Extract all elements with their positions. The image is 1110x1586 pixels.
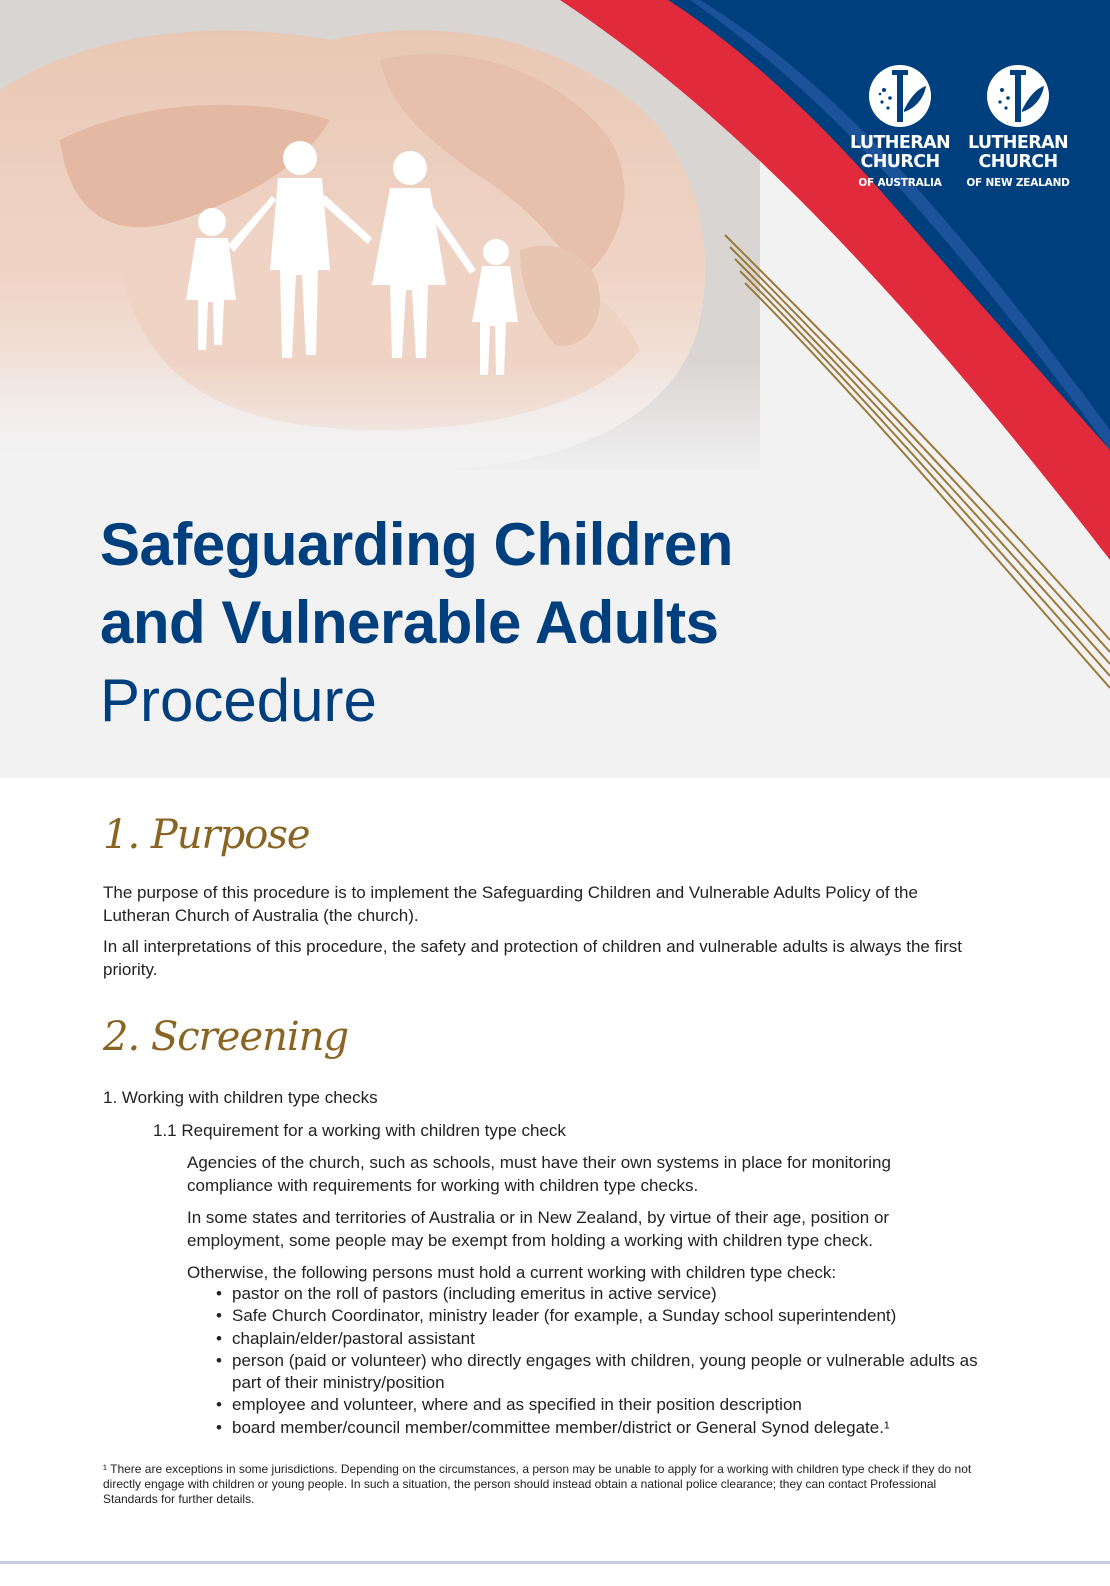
title-line-3: Procedure [100,667,377,734]
list-item: • person (paid or volunteer) who directly engages with children, young people or vulnerable adults as part of their ministry/position [216,1350,996,1395]
screening-heading: 2. Screening [103,1014,349,1060]
list-item: • pastor on the roll of pastors (including emeritus in active service) [216,1283,996,1305]
document-title [100,506,733,740]
logo-lcnz-name [968,134,1068,172]
purpose-paragraph-2: In all interpretations of this procedure, the safety and protection of children and vulnerable adults is always the first priority. [103,937,962,979]
subsection-1-1-heading: 1.1 Requirement for a working with children type check [153,1121,566,1140]
bottom-divider [0,1561,1110,1564]
hero-banner [0,0,1110,778]
screening-paragraph-1: Agencies of the church, such as schools, must have their own systems in place for monitoring compliance with requirements for working with children type checks. [187,1153,891,1195]
cross-emblem-icon [986,64,1050,128]
list-item: • employee and volunteer, where and as specified in their position description [216,1394,996,1416]
logo-line-2: CHURCH [860,152,940,172]
logo-line-2: CHURCH [978,152,1058,172]
purpose-paragraph-1: The purpose of this procedure is to implement the Safeguarding Children and Vulnerable Adults Policy of the Lutheran Church of Australia (the church). [103,883,918,925]
purpose-heading: 1. Purpose [103,812,310,858]
list-item: • Safe Church Coordinator, ministry leader (for example, a Sunday school superintendent) [216,1305,996,1327]
title-line-2: and Vulnerable Adults [100,589,719,656]
title-line-1: Safeguarding Children [100,511,733,578]
footnote: ¹ There are exceptions in some jurisdictions. Depending on the circumstances, a person may be unable to apply for a working with children type check if they do not directly engage with children or young people. In such a situation, the person should instead obtain a national police clearance; they can contact Professional Standards for further details. [103,1462,972,1506]
list-item: • chaplain/elder/pastoral assistant [216,1328,996,1350]
logo-lca-sub: OF AUSTRALIA [858,177,942,189]
logo-lca-name [850,134,950,172]
logo-line-1: LUTHERAN [849,133,951,153]
list-item: • board member/council member/committee member/district or General Synod delegate.¹ [216,1417,996,1439]
screening-paragraph-3: Otherwise, the following persons must hold a current working with children type check: [187,1263,837,1282]
required-persons-list [216,1283,996,1439]
logo-lcnz [966,64,1070,189]
logo-line-1: LUTHERAN [967,133,1069,153]
logo-lca [849,64,951,189]
logo-lcnz-sub: OF NEW ZEALAND [966,177,1070,189]
logo-group [849,64,1070,189]
subsection-1-heading: 1. Working with children type checks [103,1088,378,1107]
cross-emblem-icon [868,64,932,128]
screening-paragraph-2: In some states and territories of Australia or in New Zealand, by virtue of their age, position or employment, some people may be exempt from holding a working with children type check. [187,1208,890,1250]
